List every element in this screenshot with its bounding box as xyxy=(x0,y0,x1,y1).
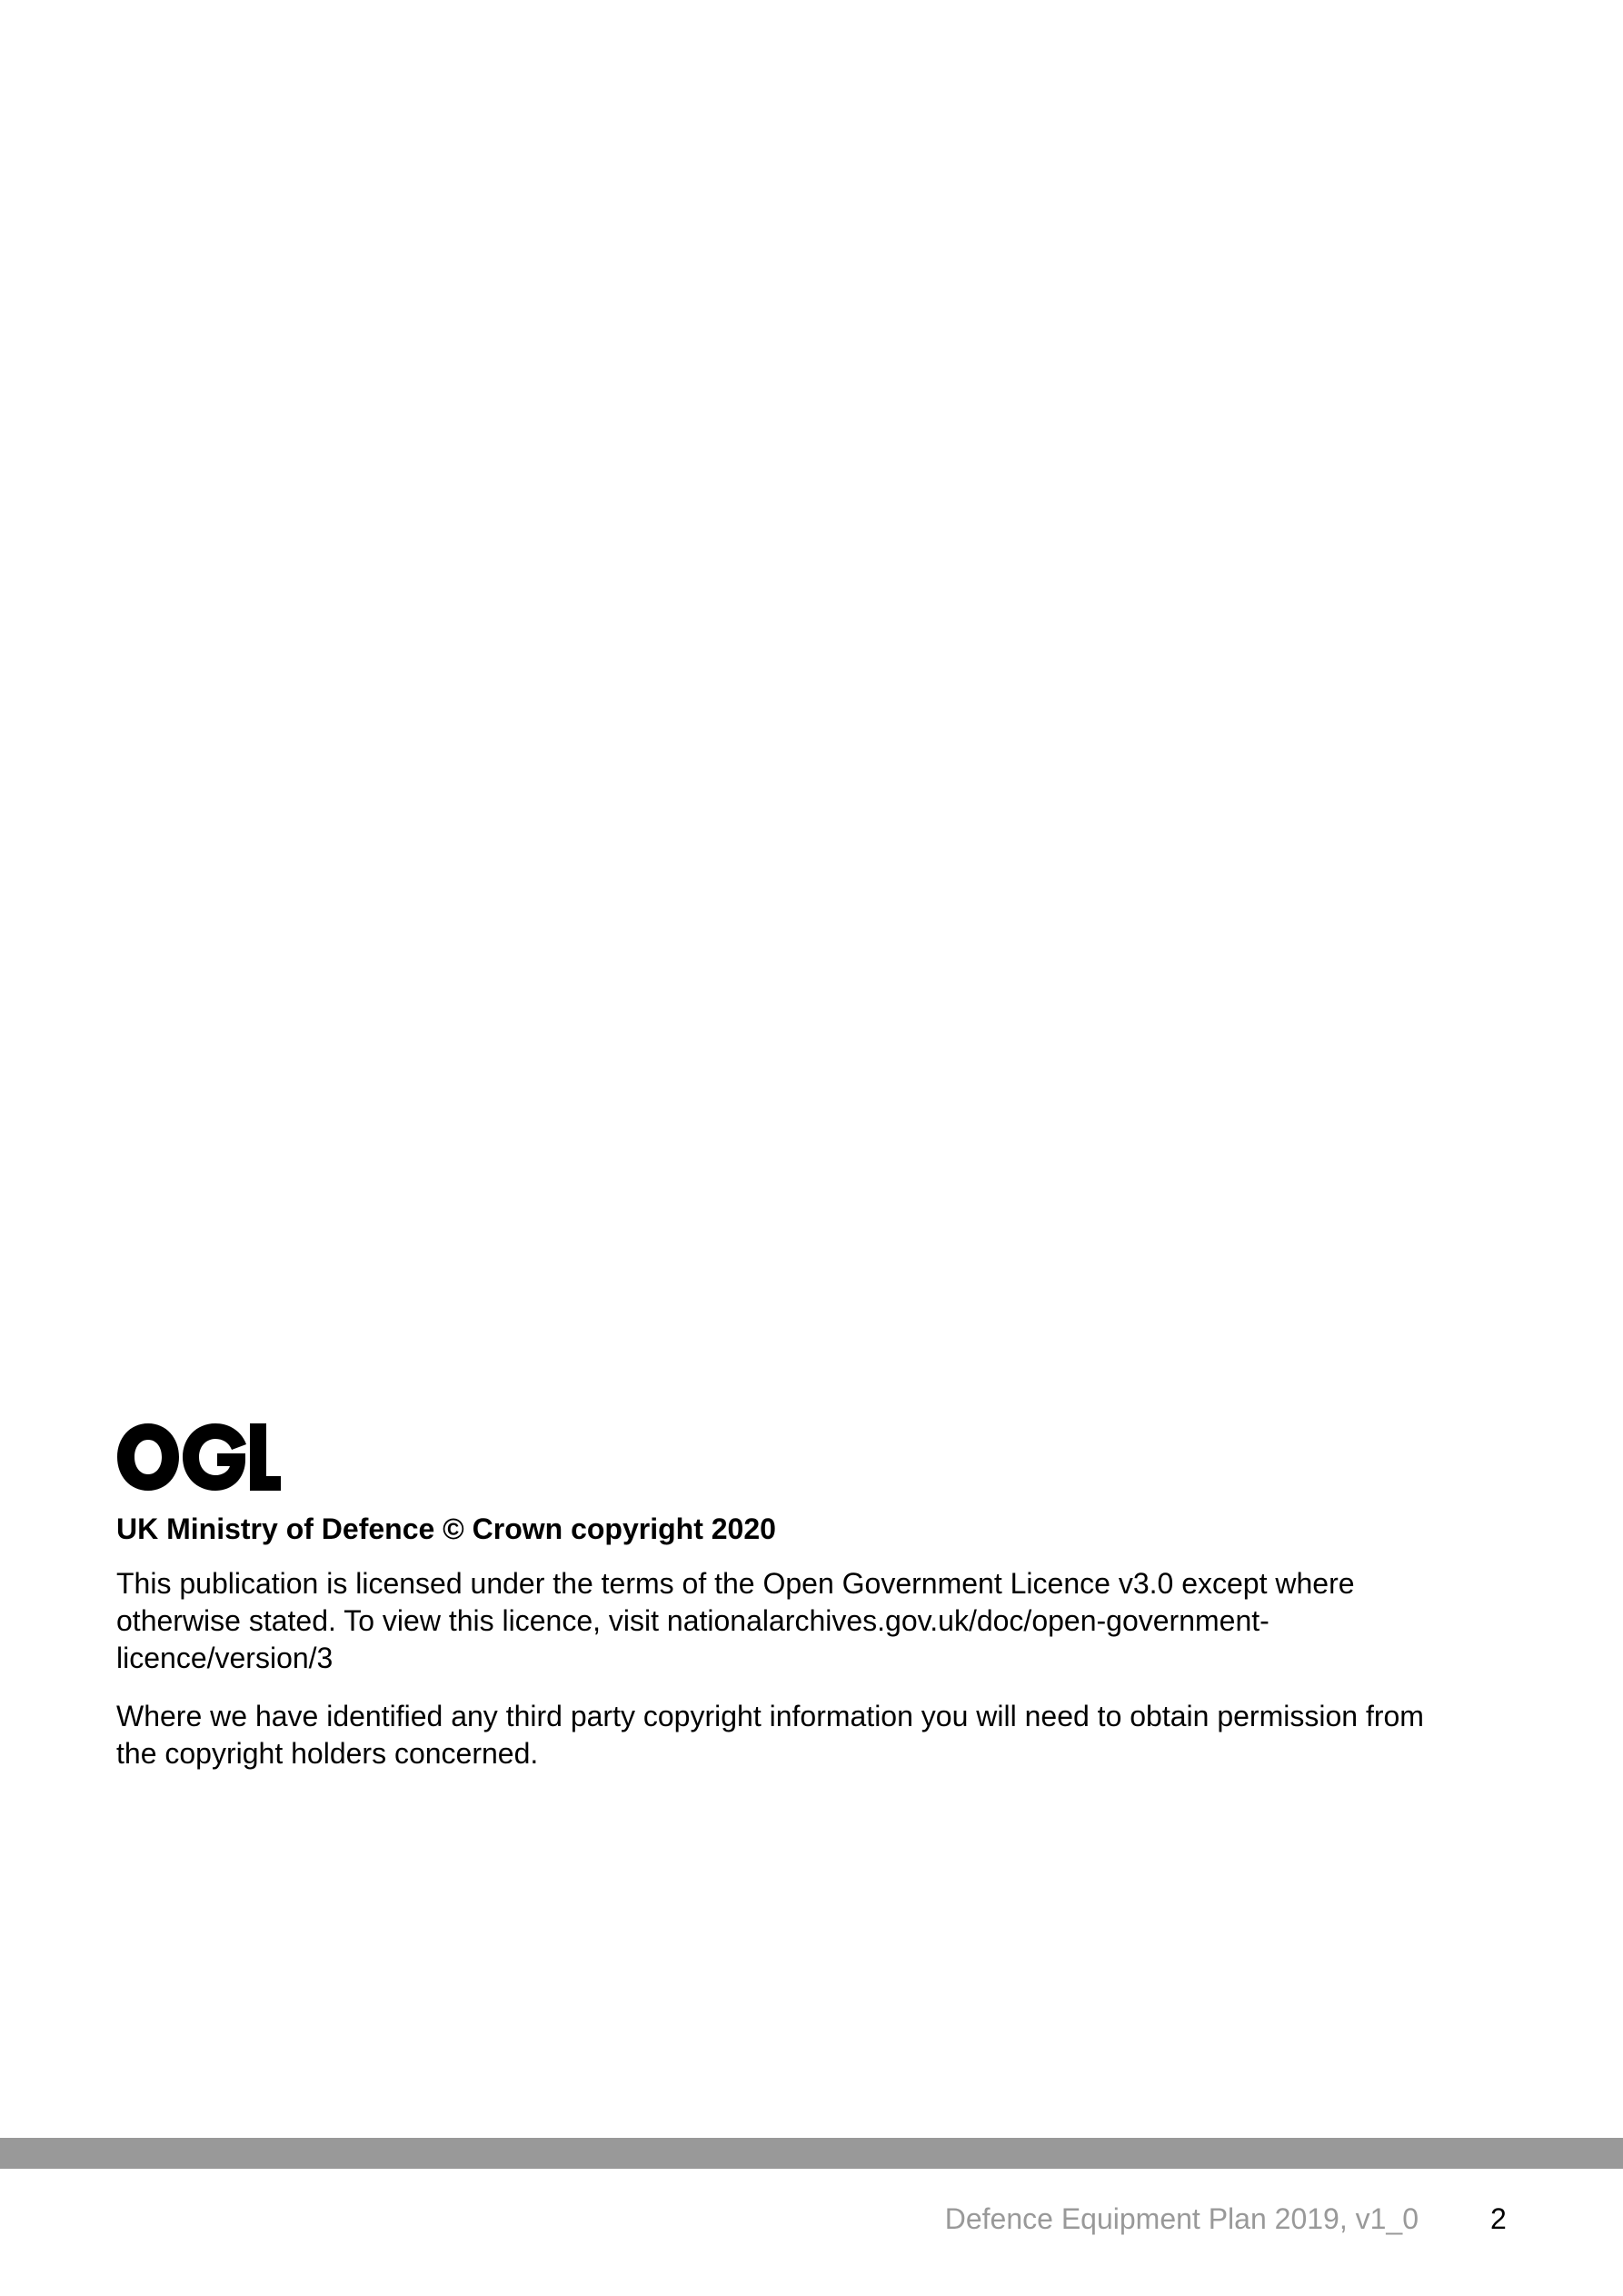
third-party-paragraph xyxy=(116,1698,1479,1772)
licence-line-3: licence/version/3 xyxy=(116,1642,334,1674)
copyright-block xyxy=(116,1509,1479,1793)
third-party-line-1: Where we have identified any third party copyright information you will need to obtain permission from xyxy=(116,1700,1424,1732)
footer-document-title: Defence Equipment Plan 2019, v1_0 xyxy=(944,2202,1419,2235)
footer-divider-bar xyxy=(0,2138,1623,2169)
licence-line-2: otherwise stated. To view this licence, visit nationalarchives.gov.uk/doc/open-government- xyxy=(116,1604,1270,1637)
copyright-title: UK Ministry of Defence © Crown copyright 2020 xyxy=(116,1512,776,1545)
licence-line-1: This publication is licensed under the terms of the Open Government Licence v3.0 except where xyxy=(116,1567,1355,1600)
licence-paragraph xyxy=(116,1565,1479,1677)
third-party-line-2: the copyright holders concerned. xyxy=(116,1737,539,1770)
page-number: 2 xyxy=(1490,2202,1507,2235)
ogl-logo-icon xyxy=(115,1420,283,1494)
